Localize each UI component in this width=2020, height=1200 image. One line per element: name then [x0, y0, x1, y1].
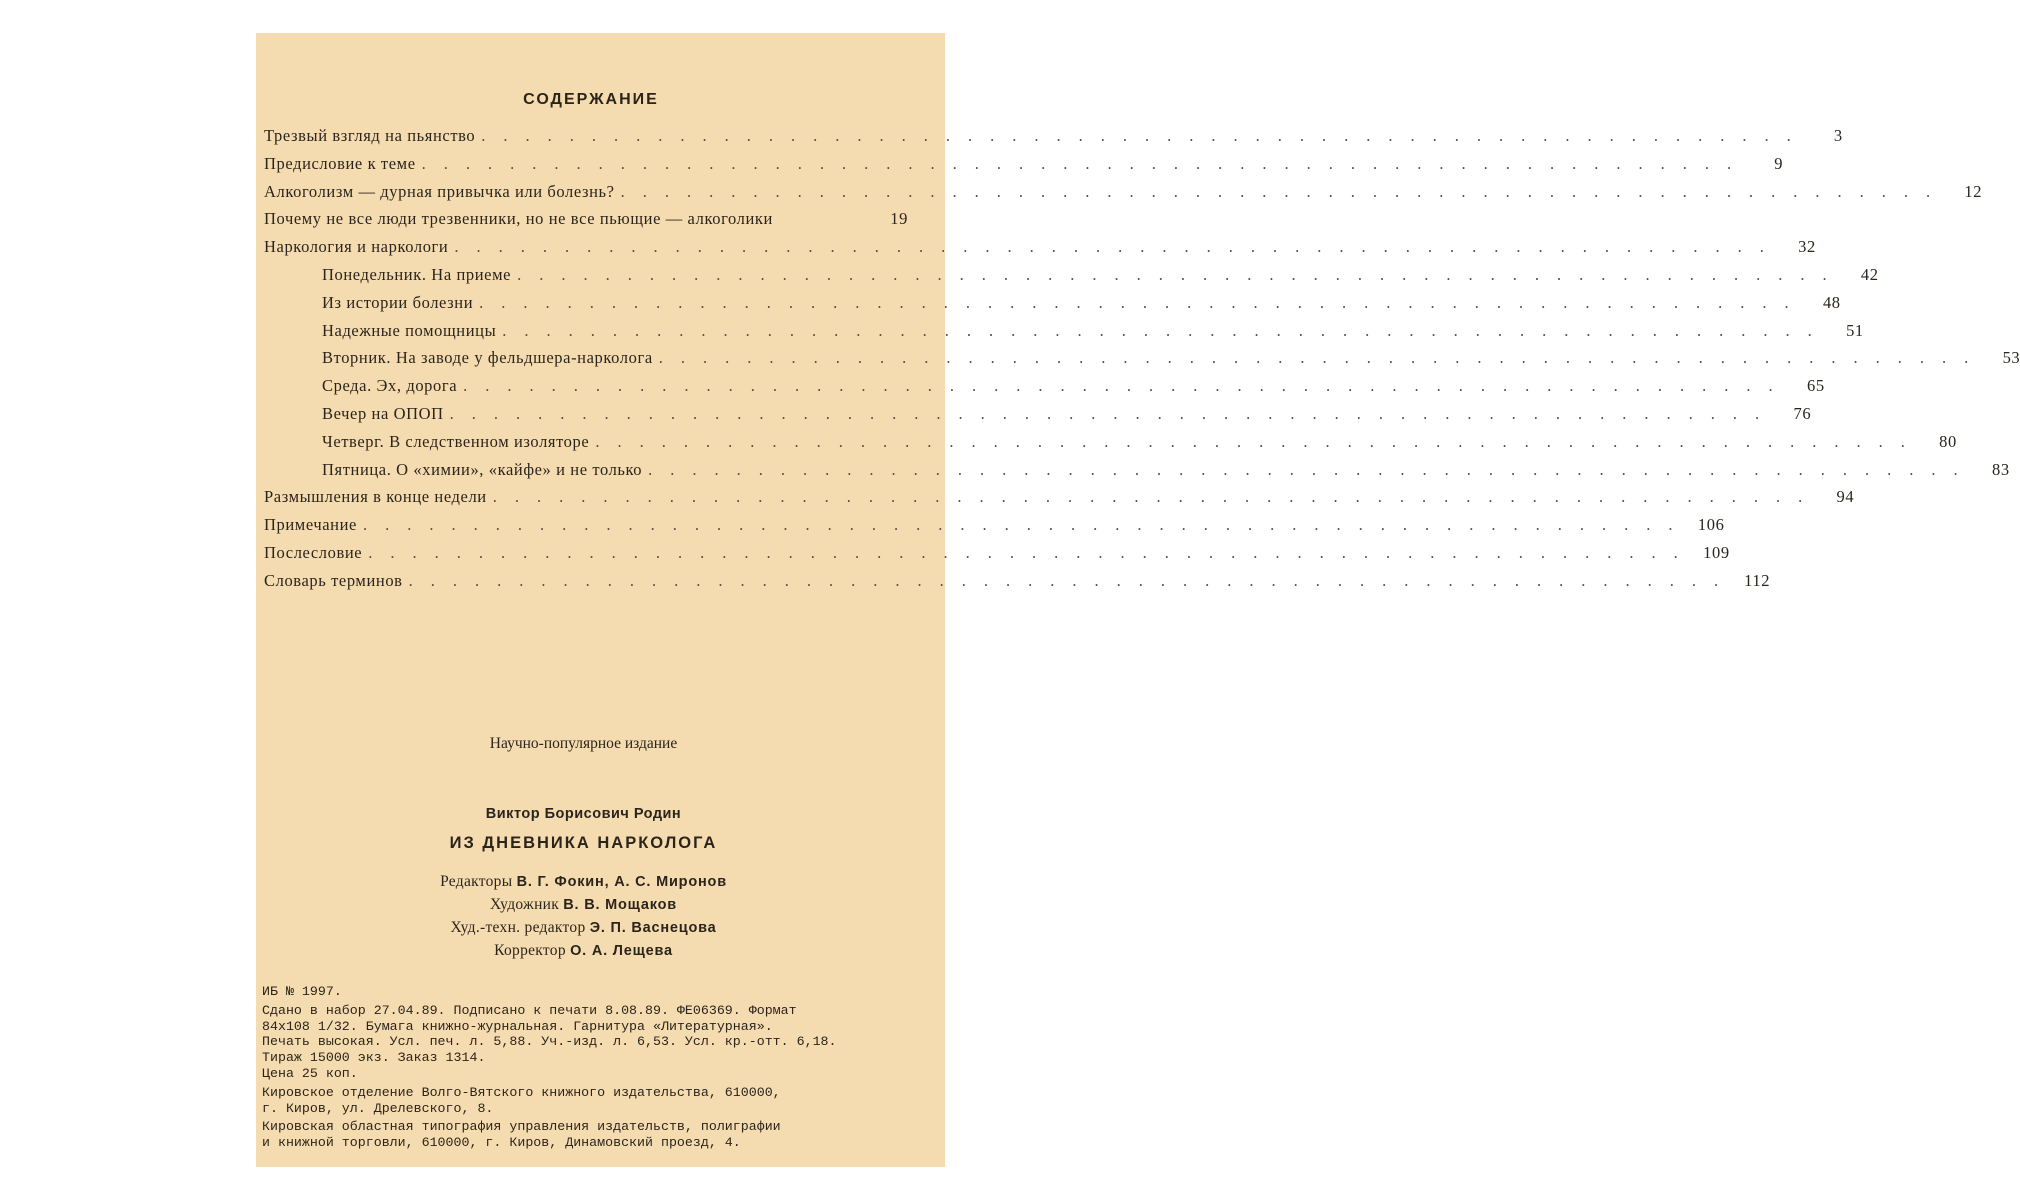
toc-subentry [264, 459, 2010, 488]
credit-role: Редакторы [440, 873, 513, 890]
toc-leader-dots: ............................................................ [421, 153, 1750, 173]
toc-leader-dots: ............................................................ [479, 292, 1807, 312]
credit-role: Худ.-техн. редактор [450, 919, 586, 936]
toc-entry-page: 19 [890, 209, 908, 229]
imprint-line: Кировская областная типография управления издательств, полиграфии [262, 1119, 781, 1135]
credit-name: Э. П. Васнецова [589, 920, 717, 936]
toc-entry-page: 9 [1774, 153, 1784, 173]
toc-entry-page: 106 [1697, 515, 1725, 535]
toc-leader-dots: ............................................................ [408, 570, 1737, 590]
table-of-contents [264, 126, 2020, 599]
toc-entry-label: Алкоголизм — дурная привычка или болезнь? [264, 181, 615, 201]
toc-leader-dots: ............................................................ [368, 542, 1696, 562]
toc-entry [264, 209, 908, 237]
toc-subentry [264, 376, 1825, 404]
credit-line [256, 896, 911, 919]
toc-entry-page: 80 [1939, 431, 1957, 451]
toc-title: СОДЕРЖАНИЕ [523, 91, 659, 108]
credit-role: Корректор [494, 942, 566, 959]
imprint-line: и книжной торговли, 610000, г. Киров, Динамовский проезд, 4. [262, 1135, 741, 1151]
toc-subentry [264, 264, 1879, 293]
toc-leader-dots: ............................................................ [449, 403, 1778, 423]
toc-entry-page: 112 [1744, 570, 1771, 590]
imprint-production-details [262, 1003, 912, 1082]
toc-leader-dots: ............................................................ [481, 126, 1809, 145]
credit-name: В. В. Мощаков [563, 897, 677, 913]
toc-entry [264, 487, 1855, 515]
toc-entry [264, 542, 1730, 571]
toc-leader-dots: ............................................................ [362, 515, 1691, 535]
toc-entry [264, 153, 1784, 182]
imprint-line: Сдано в набор 27.04.89. Подписано к печати 8.08.89. ФЕ06369. Формат [262, 1002, 797, 1018]
toc-entry-label: Надежные помощницы [322, 320, 497, 340]
toc-leader-dots: ............................................................ [502, 320, 1830, 340]
toc-entry-label: Предисловие к теме [264, 153, 416, 173]
credit-line [256, 919, 911, 942]
imprint-line: 84x108 1/32. Бумага книжно-журнальная. Гарнитура «Литературная». [262, 1018, 773, 1034]
toc-entry [264, 237, 1816, 265]
credit-name: О. А. Лещева [570, 943, 673, 959]
toc-entry-label: Из истории болезни [322, 292, 474, 312]
toc-subentry [264, 292, 1841, 321]
book-page [256, 33, 2020, 1167]
toc-entry-page: 83 [1991, 459, 2010, 479]
toc-entry [264, 570, 1771, 599]
toc-leader-dots: ............................................................ [454, 237, 1782, 257]
toc-entry-label: Наркология и наркологи [264, 237, 449, 257]
toc-entry-page: 109 [1703, 542, 1730, 562]
toc-entry-label: Вторник. На заводе у фельдшера-нарколога [322, 348, 653, 368]
imprint-line: Кировское отделение Волго-Вятского книжного издательства, 610000, [262, 1084, 781, 1100]
toc-subentry [264, 431, 1957, 460]
toc-entry-label: Понедельник. На приеме [322, 264, 512, 284]
toc-entry-page: 32 [1798, 237, 1816, 257]
toc-entry [264, 126, 1843, 154]
credit-line [256, 873, 911, 896]
toc-entry-page: 76 [1793, 403, 1812, 423]
toc-entry-page: 12 [1964, 181, 1983, 201]
imprint-line: Печать высокая. Усл. печ. л. 5,88. Уч.-изд. л. 6,53. Усл. кр.-отт. 6,18. [262, 1034, 837, 1050]
toc-leader-dots: ............................................................ [492, 487, 1821, 507]
toc-leader-dots: ............................................................ [620, 181, 1949, 201]
imprint-line: г. Киров, ул. Дрелевского, 8. [262, 1100, 494, 1116]
toc-leader-dots: ............................................................ [595, 431, 1923, 451]
edition-type: Научно-популярное издание [489, 735, 678, 752]
imprint-publisher [262, 1085, 912, 1117]
toc-subentry [264, 348, 2020, 376]
toc-entry-label: Вечер на ОПОП [322, 403, 444, 423]
toc-entry-page: 51 [1846, 320, 1864, 340]
toc-entry-label: Словарь терминов [264, 570, 403, 590]
toc-entry-label: Пятница. О «химии», «кайфе» и не только [322, 459, 643, 479]
toc-leader-dots: ............................................................ [658, 348, 1987, 368]
toc-entry-label: Четверг. В следственном изоляторе [322, 431, 590, 451]
credit-line [256, 942, 911, 965]
toc-entry-label: Послесловие [264, 542, 363, 562]
credit-role: Художник [490, 896, 560, 913]
imprint-price: Цена 25 коп. [262, 1065, 358, 1081]
toc-entry-page: 42 [1860, 264, 1879, 284]
toc-entry-label: Почему не все люди трезвенники, но не все пьющие — алкоголики [264, 209, 773, 229]
toc-entry-label: Среда. Эх, дорога [322, 376, 458, 396]
toc-entry-label: Трезвый взгляд на пьянство [264, 126, 476, 145]
toc-leader-dots: ............................................................ [463, 376, 1791, 396]
imprint-ib-number: ИБ № 1997. [262, 984, 342, 999]
toc-entry-page: 3 [1833, 126, 1843, 145]
toc-entry-page: 94 [1836, 487, 1855, 507]
toc-subentry [264, 403, 1812, 432]
toc-leader-dots: ............................................................ [517, 264, 1845, 284]
toc-entry [264, 181, 1983, 210]
toc-entry-label: Размышления в конце недели [264, 487, 487, 507]
imprint-block [262, 984, 912, 1154]
toc-entry-page: 65 [1806, 376, 1825, 396]
toc-subentry [264, 320, 1864, 349]
credit-name: В. Г. Фокин, А. С. Миронов [516, 874, 727, 890]
toc-leader-dots: ............................................................ [648, 459, 1976, 479]
toc-entry-label: Примечание [264, 515, 357, 535]
credits-block [256, 873, 911, 965]
book-title: ИЗ ДНЕВНИКА НАРКОЛОГА [449, 834, 718, 852]
author-name: Виктор Борисович Родин [485, 806, 682, 822]
toc-entry [264, 515, 1725, 543]
toc-entry-page: 48 [1822, 292, 1841, 312]
imprint-line: Тираж 15000 экз. Заказ 1314. [262, 1050, 486, 1066]
toc-entry-page: 53 [2002, 348, 2020, 368]
imprint-printer [262, 1119, 912, 1151]
